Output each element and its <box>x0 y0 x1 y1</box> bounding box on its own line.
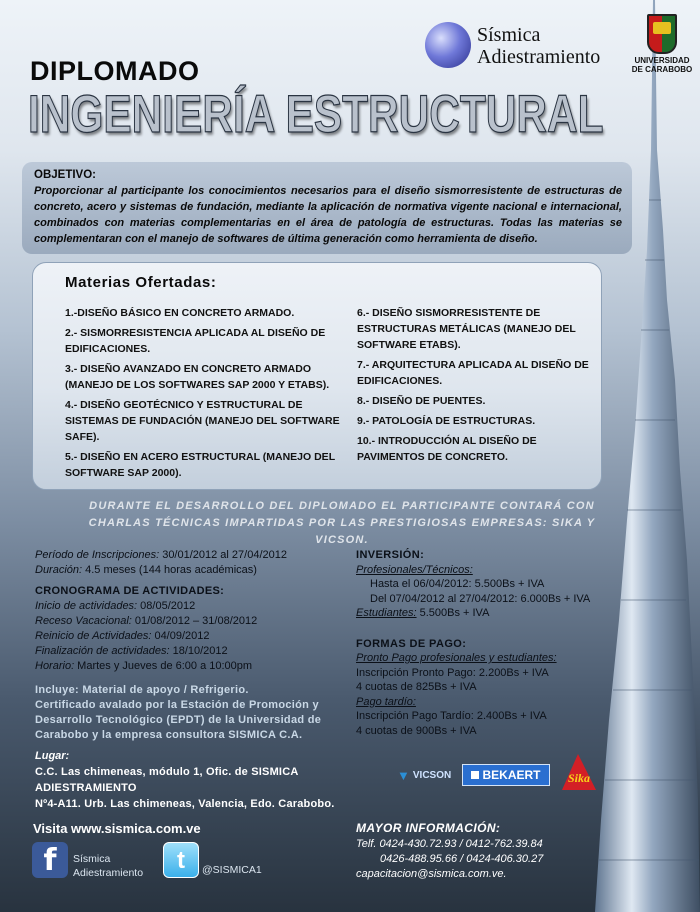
title-diplomado: DIPLOMADO <box>30 56 200 86</box>
materia-item: 8.- DISEÑO DE PUENTES. <box>357 395 486 407</box>
inscripciones-value: 30/01/2012 al 27/04/2012 <box>159 549 287 561</box>
pronto-pago-label: Pronto Pago profesionales y estudiantes: <box>356 652 557 664</box>
inversion-heading: INVERSIÓN: <box>356 549 425 561</box>
inscripciones-label: Período de Inscripciones: <box>35 549 160 561</box>
bekaert-text: BEKAERT <box>482 768 541 782</box>
sika-text: Sika <box>567 771 591 785</box>
materia-item: 10.- INTRODUCCIÓN AL DISEÑO DE PAVIMENTOS DE CONCRETO. <box>357 435 537 463</box>
duracion-value: 4.5 meses (144 horas académicas) <box>82 564 257 576</box>
twitter-handle[interactable]: @SISMICA1 <box>202 864 262 876</box>
duracion-label: Duración: <box>35 564 83 576</box>
materias-box <box>32 262 602 490</box>
university-line2: DE CARABOBO <box>631 65 693 74</box>
materia-item: 6.- DISEÑO SISMORRESISTENTE DE ESTRUCTURAS METÁLICAS (MANEJO DEL SOFTWARE ETABS). <box>357 307 576 351</box>
price-line: Inscripción Pronto Pago: 2.200Bs + IVA <box>356 666 549 679</box>
materia-item: 1.-DISEÑO BÁSICO EN CONCRETO ARMADO. <box>65 307 295 319</box>
price-line: 4 cuotas de 825Bs + IVA <box>356 681 477 693</box>
objective-box <box>22 162 632 254</box>
mayor-heading: MAYOR INFORMACIÓN: <box>356 821 501 835</box>
facebook-label[interactable] <box>73 852 143 880</box>
materia-item: 9.- PATOLOGÍA DE ESTRUCTURAS. <box>357 415 536 427</box>
materia-item: 4.- DISEÑO GEOTÉCNICO Y ESTRUCTURAL DE SISTEMAS DE FUNDACIÓN (MANEJO DEL SOFTWARE SAFE). <box>65 399 340 443</box>
email-link[interactable]: capacitacion@sismica.com.ve. <box>356 868 507 880</box>
sismica-logo-line1: Sísmica <box>477 24 541 46</box>
incluye-section <box>35 683 355 743</box>
bekaert-logo <box>462 764 550 786</box>
shield-icon <box>647 14 677 54</box>
materias-left-column <box>65 305 350 485</box>
cronograma-heading: CRONOGRAMA DE ACTIVIDADES: <box>35 585 225 597</box>
facebook-line2: Adiestramiento <box>73 867 144 879</box>
incluye-line1: Incluye: Material de apoyo / Refrigerio. <box>35 684 249 696</box>
materias-heading: Materias Ofertadas: <box>65 274 217 291</box>
university-logo <box>627 14 697 82</box>
lugar-section <box>35 748 395 812</box>
sika-logo <box>558 752 600 792</box>
materia-item: 2.- SISMORRESISTENCIA APLICADA AL DISEÑO DE EDIFICACIONES. <box>65 327 326 355</box>
dates-section <box>35 548 355 674</box>
materia-item: 5.- DISEÑO EN ACERO ESTRUCTURAL (MANEJO DEL SOFTWARE SAP 2000). <box>65 451 335 479</box>
cronograma-value: Martes y Jueves de 6:00 a 10:00pm <box>74 660 253 672</box>
cronograma-label: Reinicio de Actividades: <box>35 630 152 642</box>
cronograma-label: Inicio de actividades: <box>35 600 138 612</box>
pago-heading: FORMAS DE PAGO: <box>356 637 467 650</box>
university-line1: UNIVERSIDAD <box>634 56 690 65</box>
materia-item: 7.- ARQUITECTURA APLICADA AL DISEÑO DE EDIFICACIONES. <box>357 359 589 387</box>
bekaert-mark-icon <box>471 771 479 779</box>
cronograma-label: Horario: <box>35 660 75 672</box>
materia-item: 3.- DISEÑO AVANZADO EN CONCRETO ARMADO (MANEJO DE LOS SOFTWARES SAP 2000 Y ETABS). <box>65 363 330 391</box>
phone-line: 0426-488.95.66 / 0424-406.30.27 <box>380 853 544 865</box>
title-main: INGENIERÍA ESTRUCTURAL <box>28 85 604 144</box>
cronograma-value: 08/05/2012 <box>137 600 196 612</box>
globe-icon <box>425 22 471 68</box>
pricing-section <box>356 548 636 738</box>
cronograma-value: 01/08/2012 – 31/08/2012 <box>131 615 258 627</box>
contact-section <box>356 821 606 882</box>
estudiantes-value: 5.500Bs + IVA <box>416 607 490 619</box>
objective-text: Proporcionar al participante los conocimientos necesarios para el diseño sismorresistente de estructuras de concreto, acero y sistemas de fundación, mediante la aplicación de normativa vigente nacional e internacional, combinados con materias complementarias en el área de patología de estructuras. Todas las materias se complementaran con el manejo de softwares de última generación como herramienta de diseño. <box>34 185 622 245</box>
objective-heading: OBJETIVO: <box>34 169 96 181</box>
lugar-line2: Nº4-A11. Urb. Las chimeneas, Valencia, Edo. Carabobo. <box>35 798 335 810</box>
vicson-logo <box>397 766 461 784</box>
sismica-logo <box>425 22 625 74</box>
cronograma-label: Receso Vacacional: <box>35 615 132 627</box>
lugar-heading: Lugar: <box>35 750 70 762</box>
profesionales-label: Profesionales/Técnicos: <box>356 563 473 576</box>
website-link[interactable]: Visita www.sismica.com.ve <box>33 821 201 836</box>
incluye-line2: Certificado avalado por la Estación de Promoción y Desarrollo Tecnológico (EPDT) de la Universidad de Carabobo y la empresa consultora SISMICA C.A. <box>35 699 322 741</box>
phone-line: Telf. 0424-430.72.93 / 0412-762.39.84 <box>356 838 543 850</box>
lugar-line1: C.C. Las chimeneas, módulo 1, Ofic. de SISMICA ADIESTRAMIENTO <box>35 766 299 794</box>
cronograma-value: 04/09/2012 <box>151 630 210 642</box>
materias-right-column <box>357 305 597 469</box>
estudiantes-label: Estudiantes: <box>356 607 417 619</box>
vicson-text: VICSON <box>412 769 452 781</box>
twitter-icon[interactable]: t <box>163 842 199 878</box>
price-line: Hasta el 06/04/2012: 5.500Bs + IVA <box>370 578 545 590</box>
price-line: Inscripción Pago Tardío: 2.400Bs + IVA <box>356 710 547 722</box>
cronograma-value: 18/10/2012 <box>169 645 228 657</box>
vicson-mark-icon: ▼ <box>397 767 410 783</box>
pago-tardio-label: Pago tardío: <box>356 695 416 708</box>
charlas-notice: DURANTE EL DESARROLLO DEL DIPLOMADO EL PARTICIPANTE CONTARÁ CON CHARLAS TÉCNICAS IMPARTIDAS POR LAS PRESTIGIOSAS EMPRESAS: SIKA Y VICSON. <box>88 500 596 546</box>
facebook-line1: Sísmica <box>73 853 111 865</box>
price-line: 4 cuotas de 900Bs + IVA <box>356 724 477 737</box>
cronograma-label: Finalización de actividades: <box>35 645 170 657</box>
price-line: Del 07/04/2012 al 27/04/2012: 6.000Bs + IVA <box>370 592 591 605</box>
facebook-icon[interactable]: f <box>32 842 68 878</box>
sismica-logo-line2: Adiestramiento <box>477 46 601 68</box>
